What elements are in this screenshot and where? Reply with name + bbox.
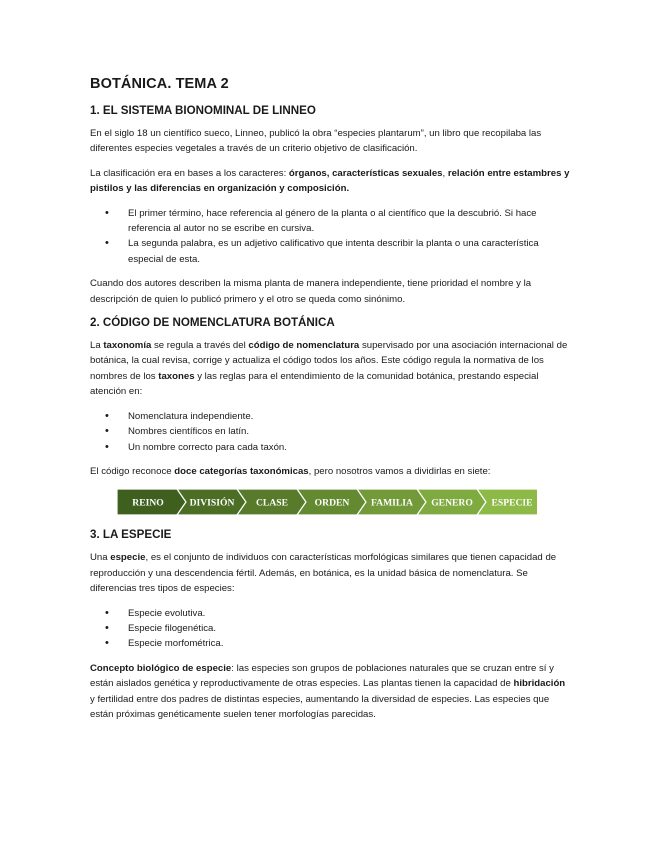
section-1-paragraph-1: En el siglo 18 un científico sueco, Linneo, publicó la obra “especies plantarum”, un libro que recopilaba las diferentes especies vegetales a través de un criterio objetivo de clasificación.	[90, 128, 542, 155]
chevron-label: CLASE	[256, 497, 288, 509]
list-item: • Especie filogenética.	[128, 621, 570, 636]
bold-text: hibridación	[513, 678, 566, 690]
chevron-label: DIVISIÓN	[189, 497, 235, 509]
section-1-paragraph-2	[90, 166, 570, 197]
bold-text: Concepto biológico de especie	[90, 662, 232, 674]
bold-text: relación entre estambres y pistilos y las diferencias en organización y composición.	[90, 167, 570, 195]
text-run: y las reglas para el entendimiento de la comunidad botánica, prestando especial atención en:	[90, 370, 539, 398]
bold-text: especie	[110, 552, 146, 564]
text-run: , pero nosotros vamos a dividirlas en siete:	[308, 465, 491, 477]
bold-text: código de nomenclatura	[248, 340, 360, 352]
text-run: La clasificación era en bases a los caracteres:	[90, 167, 289, 179]
document-page	[90, 76, 570, 731]
document-title: BOTÁNICA. TEMA 2	[90, 76, 229, 92]
text-run: , es el conjunto de individuos con características morfológicas similares que tienen capacidad de reproducción y una descendencia fértil. Además, en botánica, es la unidad básica de nomenclatura. Se diferencias tres tipos de especies:	[90, 552, 557, 595]
list-item: • Especie morfométrica.	[128, 636, 570, 651]
list-item: • La segunda palabra, es un adjetivo calificativo que intenta describir la planta o una característica especial de esta.	[128, 236, 570, 267]
list-item: • Especie evolutiva.	[128, 606, 570, 621]
text-run: La	[90, 340, 104, 352]
section-3-bullet-list	[90, 606, 570, 652]
list-item: • Nombres científicos en latín.	[128, 424, 570, 439]
bold-text: órganos, características sexuales	[288, 167, 443, 179]
text-run: se regula a través del	[151, 340, 249, 352]
section-2-paragraph-1	[90, 338, 570, 400]
section-2-heading: 2. CÓDIGO DE NOMENCLATURA BOTÁNICA	[90, 316, 335, 330]
bold-text: taxones	[158, 370, 195, 382]
chevron-label: ESPECIE	[491, 497, 533, 509]
chevron-label: REINO	[132, 497, 164, 509]
text-run: ,	[442, 167, 448, 179]
chevron-process-graphic	[117, 488, 537, 516]
text-run: Una	[90, 552, 111, 564]
section-3-heading: 3. LA ESPECIE	[90, 528, 172, 542]
section-1-heading: 1. EL SISTEMA BIONOMINAL DE LINNEO	[90, 104, 316, 117]
chevron-label: GENERO	[431, 497, 473, 509]
bold-text: doce categorías taxonómicas	[174, 465, 309, 477]
section-3-paragraph-1	[90, 550, 570, 596]
list-item: • Un nombre correcto para cada taxón.	[128, 440, 570, 455]
text-run: El código reconoce	[90, 465, 175, 477]
section-1-bullet-list	[90, 206, 570, 268]
chevron-label: ORDEN	[314, 497, 350, 509]
text-run: supervisado por una asociación internacional de botánica, la cual revisa, corrige y actualiza el código todos los años. Este código regula la normativa de los nombres de los	[90, 340, 568, 382]
text-run: y fertilidad entre dos padres de distintas especies, aumentando la diversidad de especies. Las especies que están próximas genéticamente suelen tener morfologías parecidas.	[90, 693, 550, 720]
list-item: • Nomenclatura independiente.	[128, 409, 570, 424]
section-2-bullet-list	[90, 409, 570, 455]
chevron-label: FAMILIA	[371, 497, 413, 509]
list-item: • El primer término, hace referencia al género de la planta o al científico que la descubrió. Si hace referencia al autor no se escribe en cursiva.	[128, 206, 570, 237]
bold-text: taxonomía	[103, 340, 152, 352]
text-run: : las especies son grupos de poblaciones naturales que se cruzan entre sí y están aislados genética y reproductivamente de otras especies. Las plantas tienen la capacidad de	[90, 662, 554, 690]
taxonomy-chevron-diagram	[117, 488, 570, 516]
section-2-paragraph-2	[90, 464, 570, 479]
section-3-paragraph-2	[90, 661, 570, 723]
section-1-paragraph-3: Cuando dos autores describen la misma planta de manera independiente, tiene prioridad el nombre y la descripción de quien lo publicó primero y el otro se queda como sinónimo.	[90, 278, 532, 305]
